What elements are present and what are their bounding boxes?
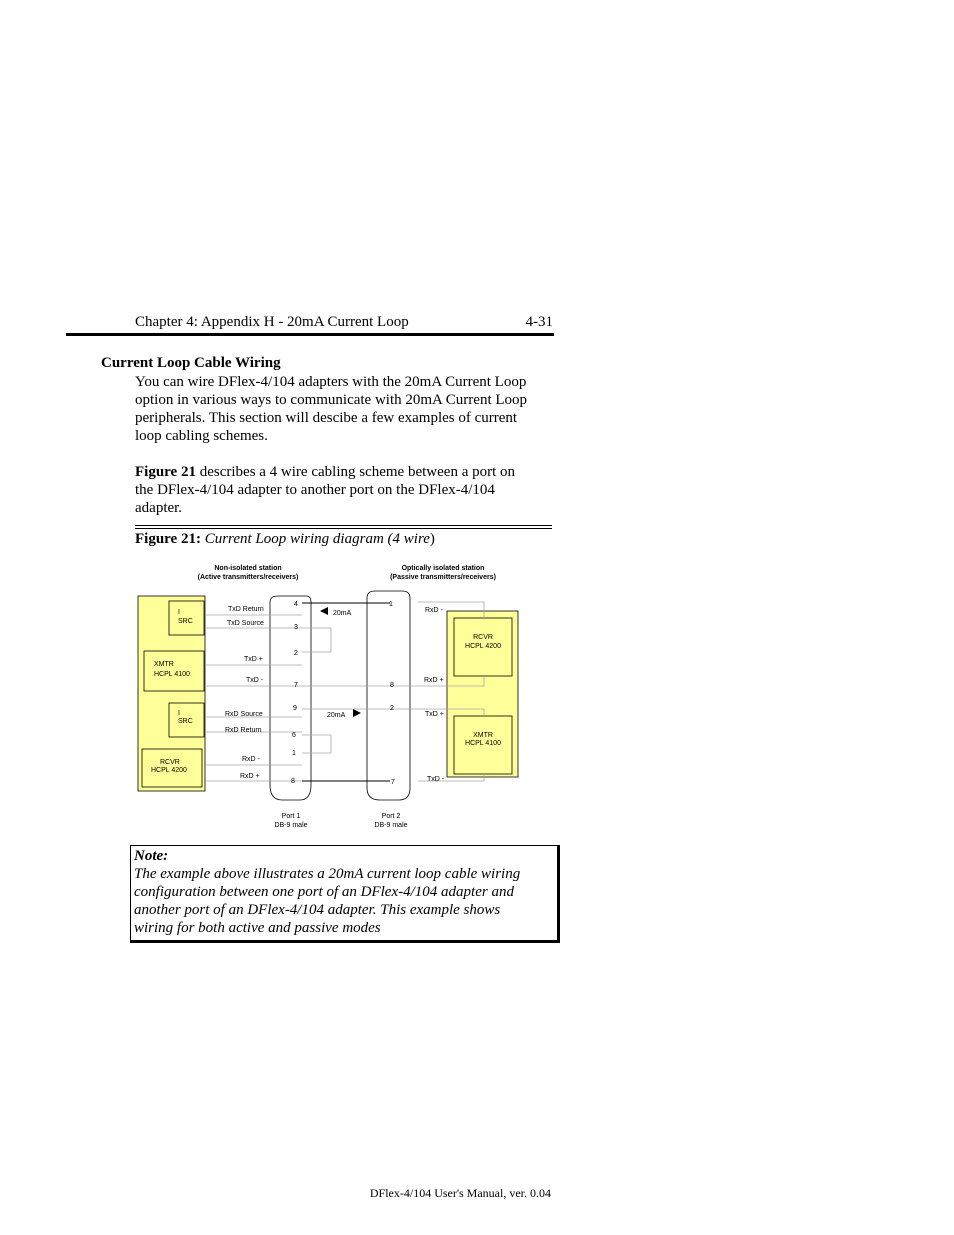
arrow-left-icon <box>320 607 328 615</box>
right-signal-labels <box>424 607 445 783</box>
port2-type: DB-9 male <box>374 822 408 829</box>
figure-ref-line: adapter. <box>135 500 183 516</box>
pin-number: 8 <box>390 682 394 689</box>
figure-label: Figure 21: <box>135 531 201 547</box>
pin-number: 2 <box>294 650 298 657</box>
box-label: HCPL 4200 <box>465 643 501 650</box>
figure-caption-close: ) <box>429 531 435 547</box>
left-station-title: Non-isolated station <box>214 565 282 572</box>
signal-label: TxD Source <box>227 620 264 627</box>
note-line: The example above illustrates a 20mA current loop cable wiring <box>134 866 521 882</box>
intro-line: loop cabling schemes. <box>135 428 268 444</box>
signal-label: RxD Source <box>225 711 263 718</box>
figure-ref-line: the DFlex-4/104 adapter to another port on the DFlex-4/104 <box>135 482 495 498</box>
chapter-title: Chapter 4: Appendix H - 20mA Current Loop <box>135 314 409 330</box>
figure-ref-line: describes a 4 wire cabling scheme between a port on <box>195 464 516 480</box>
signal-label: TxD + <box>244 656 263 663</box>
figure-caption-text: Current Loop wiring diagram (4 wire <box>204 531 430 547</box>
box-label: SRC <box>178 718 193 725</box>
note-line: configuration between one port of an DFlex-4/104 adapter and <box>134 884 514 900</box>
intro-line: option in various ways to communicate with 20mA Current Loop <box>135 392 528 408</box>
pin-number: 4 <box>294 601 298 608</box>
signal-label: RxD + <box>240 773 260 780</box>
port2-connector <box>367 591 410 800</box>
note-title: Note: <box>134 848 169 864</box>
signal-label: TxD Return <box>228 606 264 613</box>
current-label: 20mA <box>333 610 352 617</box>
left-signal-labels <box>225 606 264 780</box>
box-label: XMTR <box>473 732 493 739</box>
box-label: HCPL 4200 <box>151 767 187 774</box>
box-label: SRC <box>178 618 193 625</box>
page-number: 4-31 <box>525 314 553 330</box>
pin-number: 1 <box>292 750 296 757</box>
arrow-right-icon <box>353 709 361 717</box>
section-title: Current Loop Cable Wiring <box>101 355 281 371</box>
signal-label: RxD - <box>242 756 260 763</box>
box-label: HCPL 4100 <box>154 671 190 678</box>
signal-label: TxD - <box>246 677 264 684</box>
pin-number: 3 <box>294 624 298 631</box>
pin-number: 1 <box>389 601 393 608</box>
note-line: wiring for both active and passive modes <box>134 920 381 936</box>
page-footer: DFlex-4/104 User's Manual, ver. 0.04 <box>369 1186 551 1200</box>
intro-line: You can wire DFlex-4/104 adapters with the 20mA Current Loop <box>135 374 527 390</box>
box-label: XMTR <box>154 661 174 668</box>
current-label: 20mA <box>327 712 346 719</box>
signal-label: RxD - <box>425 607 443 614</box>
figure-ref: Figure 21 <box>135 464 196 480</box>
signal-label: RxD Return <box>225 727 262 734</box>
right-station-subtitle: (Passive transmitters/receivers) <box>390 574 496 581</box>
port1-label: Port 1 <box>281 813 301 820</box>
signal-label: TxD + <box>425 711 444 718</box>
box-label: RCVR <box>473 634 493 641</box>
note-line: another port of an DFlex-4/104 adapter. This example shows <box>134 902 501 918</box>
port2-label: Port 2 <box>381 813 401 820</box>
box-label: RCVR <box>160 759 180 766</box>
wires <box>205 602 484 781</box>
port1-connector <box>270 596 311 800</box>
pin-number: 7 <box>294 682 298 689</box>
signal-label: TxD - <box>427 776 445 783</box>
signal-label: RxD + <box>424 677 444 684</box>
left-station-subtitle: (Active transmitters/receivers) <box>197 574 299 581</box>
intro-line: peripherals. This section will descibe a few examples of current <box>135 410 518 426</box>
box-label: I <box>178 609 180 616</box>
pin-number: 8 <box>291 778 295 785</box>
box-label: I <box>178 710 180 717</box>
pin-number: 2 <box>390 705 394 712</box>
box-label: HCPL 4100 <box>465 740 501 747</box>
pin-number: 7 <box>391 779 395 786</box>
port1-type: DB-9 male <box>274 822 308 829</box>
pin-number: 6 <box>292 732 296 739</box>
pin-number: 9 <box>293 705 297 712</box>
note-box <box>130 845 560 943</box>
right-station-title: Optically isolated station <box>401 565 485 572</box>
